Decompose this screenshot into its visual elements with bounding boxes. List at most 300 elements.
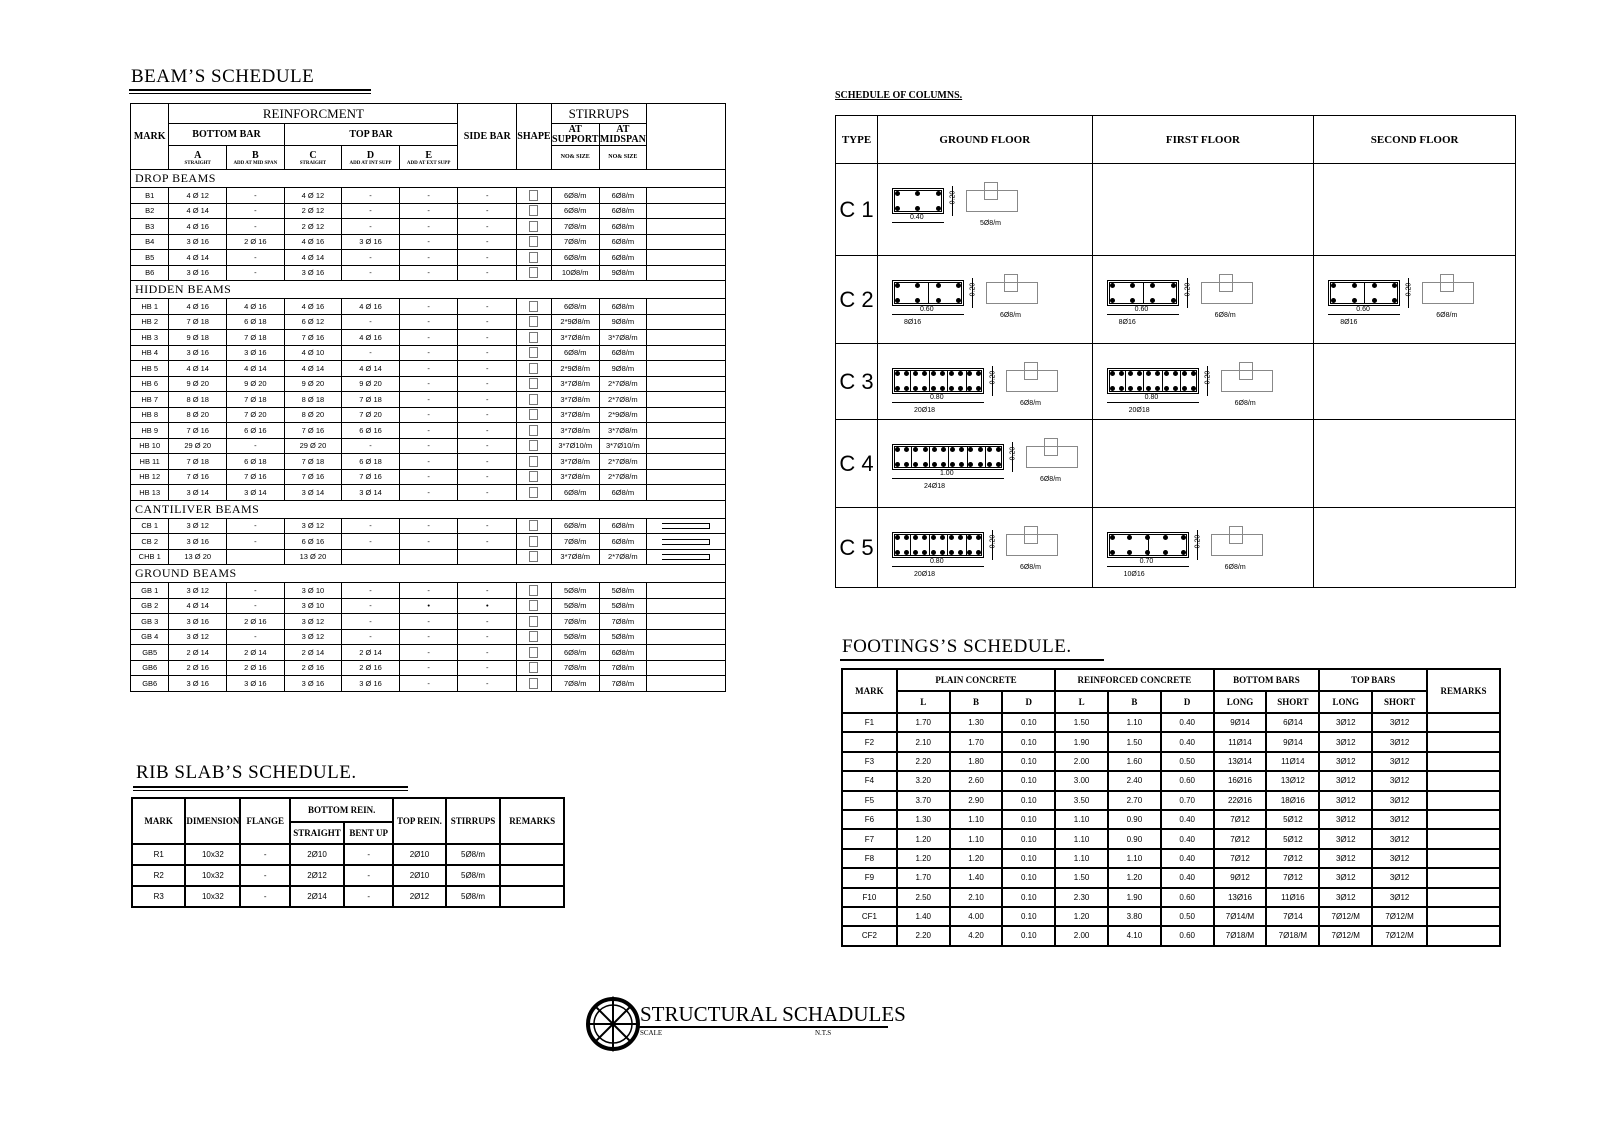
- stirrup-shape-icon: [529, 678, 538, 689]
- column-cell: [877, 164, 1092, 256]
- rebar-dot: [1110, 283, 1115, 288]
- beam-cell: 4 Ø 14: [227, 361, 285, 377]
- beam-extra-cell: [647, 614, 726, 630]
- rebar-dot: [940, 550, 945, 555]
- rebar-dot: [1191, 386, 1196, 391]
- table-row: [131, 376, 726, 392]
- footing-cell: F9: [842, 868, 897, 887]
- rib-cell: R1: [132, 844, 185, 865]
- beam-shape-cell: [517, 203, 552, 219]
- footing-cell: 1.60: [1108, 752, 1161, 771]
- footing-cell: 1.10: [950, 829, 1003, 848]
- beam-cell: -: [399, 676, 458, 692]
- section-depth-label: 0.20: [1405, 282, 1413, 297]
- footing-cell: 1.90: [1055, 732, 1108, 751]
- footing-header-bottom-bars: BOTTOM BARS: [1214, 669, 1320, 691]
- table-row: [131, 518, 726, 534]
- footing-cell: 0.90: [1108, 810, 1161, 829]
- rebar-dot: [895, 206, 900, 211]
- rebar-dot: [1130, 283, 1135, 288]
- footing-cell: F10: [842, 888, 897, 907]
- section-bars-label: 20Ø18: [913, 407, 935, 414]
- rebar-dot: [1110, 535, 1115, 540]
- rib-cell: 5Ø8/m: [446, 865, 501, 886]
- beam-cell: HB 11: [131, 454, 169, 470]
- footings-table: [841, 668, 1501, 947]
- tie-line: [1180, 370, 1181, 392]
- footing-cell: 3Ø12: [1319, 849, 1372, 868]
- beam-cell: 2*7Ø8/m: [599, 392, 646, 408]
- tie-line: [985, 446, 986, 468]
- table-row: [131, 250, 726, 266]
- beam-shape-cell: [517, 219, 552, 235]
- beam-cell: 4 Ø 14: [284, 361, 342, 377]
- beam-shape-cell: [517, 314, 552, 330]
- table-row: [842, 713, 1500, 732]
- rib-header-straight: STRAIGHT: [290, 822, 344, 844]
- tie-line: [911, 446, 912, 468]
- beam-cell: -: [458, 392, 517, 408]
- rebar-dot: [931, 535, 936, 540]
- footing-cell: 6Ø14: [1266, 713, 1319, 732]
- footing-subheader: SHORT: [1266, 691, 1319, 713]
- footing-cell: 1.90: [1108, 888, 1161, 907]
- beam-cell: HB 4: [131, 345, 169, 361]
- beam-cell: 9Ø8/m: [599, 265, 646, 281]
- column-section-drawing: [888, 524, 1088, 584]
- footings-body: [842, 713, 1500, 946]
- rib-cell: 5Ø8/m: [446, 844, 501, 865]
- beam-cell: -: [458, 361, 517, 377]
- beam-cell: -: [458, 203, 517, 219]
- beam-cell: HB 12: [131, 469, 169, 485]
- column-type-label: C 3: [836, 344, 878, 420]
- table-row: [842, 829, 1500, 848]
- rebar-dot: [932, 447, 937, 452]
- beam-cell: 3 Ø 16: [284, 265, 342, 281]
- beam-cell: 2*7Ø8/m: [599, 469, 646, 485]
- footing-cell: 0.60: [1161, 771, 1214, 790]
- beam-cell: -: [458, 469, 517, 485]
- table-row: [131, 438, 726, 454]
- beam-shape-cell: [517, 660, 552, 676]
- beam-cell: -: [227, 438, 285, 454]
- beam-cell: 6Ø8/m: [599, 345, 646, 361]
- rebar-dot: [987, 462, 992, 467]
- beam-header-e-sub: ADD AT EXT SUPP: [406, 160, 451, 166]
- beam-cell: 3*7Ø10/m: [599, 438, 646, 454]
- footing-cell: 0.40: [1161, 868, 1214, 887]
- beam-extra-cell: [647, 676, 726, 692]
- rib-header-remarks: REMARKS: [500, 798, 564, 844]
- footing-cell: 0.60: [1161, 888, 1214, 907]
- footing-cell: 0.90: [1108, 829, 1161, 848]
- stirrup-shape-icon: [529, 252, 538, 263]
- beam-cell: 2*7Ø8/m: [599, 549, 646, 565]
- beam-group-label: DROP BEAMS: [131, 170, 726, 188]
- footing-cell: [1427, 791, 1500, 810]
- table-row: [131, 299, 726, 315]
- beam-cell: [342, 549, 400, 565]
- footing-cell: [1427, 810, 1500, 829]
- beam-cell: 6 Ø 16: [284, 534, 342, 550]
- rebar-dot: [967, 371, 972, 376]
- beam-cell: -: [399, 234, 458, 250]
- table-row: [842, 907, 1500, 926]
- beam-cell: 3*7Ø8/m: [551, 392, 599, 408]
- section-width-label: 0.60: [919, 306, 934, 313]
- beam-cell: 9 Ø 20: [227, 376, 285, 392]
- beam-header-top-bar: TOP BAR: [284, 124, 458, 146]
- tie-line: [947, 370, 948, 392]
- column-cell: [1092, 344, 1314, 420]
- column-cell: [1092, 256, 1314, 344]
- column-row: [836, 256, 1516, 344]
- stirrup-label: 6Ø8/m: [1234, 400, 1256, 407]
- beam-cell: 3 Ø 16: [169, 234, 227, 250]
- beam-cell: 4 Ø 10: [284, 345, 342, 361]
- beam-cell: -: [342, 534, 400, 550]
- beam-cell: -: [458, 345, 517, 361]
- table-row: [132, 844, 564, 865]
- rebar-dot: [1164, 371, 1169, 376]
- footing-header-top-bars: TOP BARS: [1319, 669, 1427, 691]
- column-cell: [1092, 420, 1314, 508]
- beam-cell: [227, 549, 285, 565]
- footing-cell: 7Ø12: [1214, 829, 1267, 848]
- beam-cell: 3 Ø 12: [284, 629, 342, 645]
- beam-cell: 3*7Ø8/m: [551, 407, 599, 423]
- beam-header-d-sub: ADD AT INT SUPP: [349, 160, 392, 166]
- footings-title-underline: [840, 659, 1104, 661]
- beam-cell: 6Ø8/m: [551, 345, 599, 361]
- beam-cell: -: [458, 234, 517, 250]
- section-bars-label: 20Ø18: [1128, 407, 1150, 414]
- beam-cell: 4 Ø 16: [342, 330, 400, 346]
- table-row: [132, 886, 564, 907]
- beam-cell: -: [342, 250, 400, 266]
- beam-cell: 7 Ø 16: [284, 469, 342, 485]
- beam-cell: -: [399, 299, 458, 315]
- footing-cell: 2.20: [897, 926, 950, 945]
- footing-cell: 3Ø12: [1372, 829, 1427, 848]
- beam-extra-cell: [647, 314, 726, 330]
- column-header-first: FIRST FLOOR: [1092, 116, 1314, 164]
- footing-cell: 3Ø12: [1372, 888, 1427, 907]
- beam-cell: 8 Ø 18: [169, 392, 227, 408]
- stirrup-shape-icon: [529, 332, 538, 343]
- drawing-title: STRUCTURAL SCHADULES: [640, 1002, 906, 1026]
- stirrup-shape-icon: [529, 631, 538, 642]
- rebar-dot: [1155, 371, 1160, 376]
- column-header-type: TYPE: [836, 116, 878, 164]
- beam-cell: 9 Ø 20: [284, 376, 342, 392]
- beam-cell: 6Ø8/m: [599, 485, 646, 501]
- stirrup-shape-icon: [529, 221, 538, 232]
- beam-header-at-midspan: AT MIDSPAN: [599, 123, 646, 145]
- beam-shape-cell: [517, 549, 552, 565]
- stirrup-shape-icon: [529, 471, 538, 482]
- beam-cell: HB 3: [131, 330, 169, 346]
- beam-cell: 6Ø8/m: [551, 299, 599, 315]
- beam-cell: 2*7Ø8/m: [599, 454, 646, 470]
- column-header-second: SECOND FLOOR: [1314, 116, 1516, 164]
- section-bars-label: 8Ø16: [1118, 319, 1136, 326]
- rebar-dot: [1372, 298, 1377, 303]
- beam-cell: 5Ø8/m: [599, 583, 646, 599]
- beam-group-row: [131, 565, 726, 583]
- footing-cell: 3Ø12: [1319, 732, 1372, 751]
- beam-cell: 6Ø8/m: [551, 203, 599, 219]
- dimension-line-horizontal: [892, 478, 1004, 479]
- beam-cell: -: [399, 361, 458, 377]
- beam-cell: 3*7Ø8/m: [551, 469, 599, 485]
- beam-cell: -: [399, 423, 458, 439]
- beam-cell: -: [227, 203, 285, 219]
- beam-cell: 3*7Ø8/m: [551, 454, 599, 470]
- beam-extra-cell: [647, 534, 726, 550]
- beam-cell: -: [399, 583, 458, 599]
- beam-extra-cell: [647, 188, 726, 204]
- rebar-dot: [949, 550, 954, 555]
- rebar-dot: [922, 371, 927, 376]
- beam-extra-cell: [647, 660, 726, 676]
- tie-line: [948, 446, 949, 468]
- table-row: [131, 314, 726, 330]
- rebar-dot: [931, 550, 936, 555]
- beam-cell: 7Ø8/m: [551, 219, 599, 235]
- footing-cell: 1.10: [1055, 829, 1108, 848]
- rebar-dot: [923, 462, 928, 467]
- beam-cell: 9 Ø 20: [169, 376, 227, 392]
- rebar-dot: [996, 447, 1001, 452]
- footing-cell: 3Ø12: [1372, 713, 1427, 732]
- tie-line: [928, 282, 929, 304]
- rib-cell: -: [344, 865, 393, 886]
- beam-cell: 4 Ø 12: [284, 188, 342, 204]
- beam-cell: 6 Ø 18: [227, 314, 285, 330]
- beam-cell: 6Ø8/m: [599, 188, 646, 204]
- rib-title-underline: [133, 786, 408, 788]
- table-row: [131, 392, 726, 408]
- beam-cell: -: [399, 250, 458, 266]
- footing-cell: 1.20: [1055, 907, 1108, 926]
- rebar-dot: [976, 550, 981, 555]
- beam-shape-cell: [517, 438, 552, 454]
- footing-cell: 0.10: [1002, 771, 1055, 790]
- rib-header-bottom-rein: BOTTOM REIN.: [290, 798, 393, 822]
- beam-cell: 5Ø8/m: [599, 598, 646, 614]
- tie-line: [910, 370, 911, 392]
- table-row: [131, 330, 726, 346]
- beam-cell: 7 Ø 16: [227, 469, 285, 485]
- beam-shape-cell: [517, 330, 552, 346]
- cantilever-shape-icon: [662, 539, 710, 545]
- rebar-dot: [1110, 298, 1115, 303]
- stirrup-shape-icon: [529, 616, 538, 627]
- section-depth-label: 0.20: [989, 370, 997, 385]
- rib-title-underline-thin: [133, 790, 408, 791]
- rebar-dot: [1182, 386, 1187, 391]
- beam-cell: 3 Ø 10: [284, 598, 342, 614]
- beam-group-row: [131, 500, 726, 518]
- footing-cell: 9Ø14: [1214, 713, 1267, 732]
- footing-cell: 4.20: [950, 926, 1003, 945]
- rebar-dot: [932, 462, 937, 467]
- beam-cell: B4: [131, 234, 169, 250]
- rib-cell: R2: [132, 865, 185, 886]
- beam-cell: 2 Ø 16: [169, 660, 227, 676]
- beam-cell: GB6: [131, 660, 169, 676]
- footing-cell: 0.40: [1161, 829, 1214, 848]
- footing-cell: 1.40: [950, 868, 1003, 887]
- beam-cell: 2 Ø 16: [227, 234, 285, 250]
- beam-cell: -: [399, 392, 458, 408]
- beam-cell: 2*9Ø8/m: [551, 361, 599, 377]
- rebar-dot: [1182, 371, 1187, 376]
- beam-cell: 4 Ø 16: [342, 299, 400, 315]
- table-row: [842, 732, 1500, 751]
- beam-cell: 7Ø8/m: [599, 676, 646, 692]
- dimension-line-horizontal: [892, 314, 964, 315]
- footing-cell: 3Ø12: [1372, 810, 1427, 829]
- stirrup-shape-icon: [529, 440, 538, 451]
- column-section-drawing: [888, 436, 1088, 496]
- section-bars-label: 24Ø18: [923, 483, 945, 490]
- footing-cell: 2.40: [1108, 771, 1161, 790]
- beam-shape-cell: [517, 629, 552, 645]
- rebar-dot: [987, 447, 992, 452]
- section-depth-label: 0.20: [1193, 534, 1201, 549]
- beam-cell: •: [399, 598, 458, 614]
- footing-cell: 0.10: [1002, 732, 1055, 751]
- rebar-dot: [1171, 283, 1176, 288]
- rebar-dot: [922, 550, 927, 555]
- beam-cell: [458, 549, 517, 565]
- beam-cell: -: [227, 518, 285, 534]
- section-depth-label: 0.20: [969, 282, 977, 297]
- column-section-drawing: [888, 272, 1088, 332]
- footing-subheader: SHORT: [1372, 691, 1427, 713]
- column-cell: [1314, 344, 1516, 420]
- footing-cell: 3Ø12: [1319, 810, 1372, 829]
- beam-header-no-size-1: NO& SIZE: [551, 146, 599, 170]
- beam-extra-cell: [647, 629, 726, 645]
- beam-cell: HB 6: [131, 376, 169, 392]
- table-row: [131, 454, 726, 470]
- footing-cell: F1: [842, 713, 897, 732]
- footing-subheader: L: [1055, 691, 1108, 713]
- beam-cell: 4 Ø 14: [284, 250, 342, 266]
- table-row: [131, 660, 726, 676]
- footing-cell: 3Ø12: [1372, 771, 1427, 790]
- beam-cell: -: [342, 629, 400, 645]
- beam-cell: CHB 1: [131, 549, 169, 565]
- beam-cell: 4 Ø 12: [169, 188, 227, 204]
- rib-header-mark: MARK: [132, 798, 185, 844]
- table-row: [842, 752, 1500, 771]
- footing-cell: 0.10: [1002, 849, 1055, 868]
- rebar-dot: [940, 535, 945, 540]
- beam-cell: 2 Ø 14: [227, 645, 285, 661]
- beam-cell: -: [458, 299, 517, 315]
- beam-cell: 3 Ø 14: [284, 485, 342, 501]
- beam-cell: 6 Ø 18: [342, 454, 400, 470]
- table-row: [132, 865, 564, 886]
- beam-shape-cell: [517, 676, 552, 692]
- footing-subheader: B: [1108, 691, 1161, 713]
- footing-cell: 1.10: [950, 810, 1003, 829]
- tie-line: [1125, 370, 1126, 392]
- footing-cell: CF2: [842, 926, 897, 945]
- section-width-label: 0.60: [1356, 306, 1370, 313]
- beam-cell: 2*7Ø8/m: [599, 376, 646, 392]
- beam-header-a: [169, 146, 227, 170]
- table-row: [842, 810, 1500, 829]
- stirrup-label: 5Ø8/m: [979, 220, 1001, 227]
- stirrup-label: 6Ø8/m: [1039, 476, 1061, 483]
- footing-subheader: LONG: [1214, 691, 1267, 713]
- footing-cell: 2.70: [1108, 791, 1161, 810]
- rib-cell: [500, 865, 564, 886]
- rib-cell: 10x32: [185, 865, 240, 886]
- footing-cell: 11Ø14: [1266, 752, 1319, 771]
- beam-header-c-sub: STRAIGHT: [299, 160, 327, 166]
- rebar-dot: [956, 283, 961, 288]
- beam-extra-cell: [647, 423, 726, 439]
- beam-cell: -: [458, 676, 517, 692]
- rib-cell: 5Ø8/m: [446, 886, 501, 907]
- footing-cell: 1.80: [950, 752, 1003, 771]
- stirrup-shape-icon: [529, 520, 538, 531]
- beam-shape-cell: [517, 265, 552, 281]
- stirrup-shape-icon: [529, 456, 538, 467]
- footing-cell: 7Ø18/M: [1214, 926, 1267, 945]
- footing-cell: 3.50: [1055, 791, 1108, 810]
- footing-cell: [1427, 829, 1500, 848]
- beam-cell: 3 Ø 16: [227, 345, 285, 361]
- footing-cell: 4.10: [1108, 926, 1161, 945]
- beam-cell: 2 Ø 14: [342, 645, 400, 661]
- beam-shape-cell: [517, 407, 552, 423]
- rebar-dot: [976, 371, 981, 376]
- beam-extra-cell: [647, 219, 726, 235]
- footing-cell: 11Ø14: [1214, 732, 1267, 751]
- footing-cell: F5: [842, 791, 897, 810]
- beam-shape-cell: [517, 598, 552, 614]
- beam-cell: -: [342, 219, 400, 235]
- beam-cell: 3 Ø 16: [169, 676, 227, 692]
- rebar-dot: [978, 447, 983, 452]
- beam-cell: -: [399, 188, 458, 204]
- column-cell: [1092, 164, 1314, 256]
- footing-cell: 9Ø12: [1214, 868, 1267, 887]
- rebar-dot: [895, 283, 900, 288]
- beam-cell: 2 Ø 16: [227, 614, 285, 630]
- footing-cell: 3Ø12: [1319, 791, 1372, 810]
- stirrup-shape-icon: [529, 551, 538, 562]
- column-cell: [1092, 508, 1314, 588]
- footing-cell: 3Ø12: [1372, 868, 1427, 887]
- beam-header-d-letter: D: [366, 149, 375, 161]
- beam-schedule-body: [131, 170, 726, 692]
- section-width-label: 0.80: [1144, 394, 1159, 401]
- footing-cell: 1.70: [897, 868, 950, 887]
- tie-line: [1143, 370, 1144, 392]
- rebar-dot: [936, 298, 941, 303]
- rebar-dot: [949, 535, 954, 540]
- beam-cell: 7 Ø 20: [227, 407, 285, 423]
